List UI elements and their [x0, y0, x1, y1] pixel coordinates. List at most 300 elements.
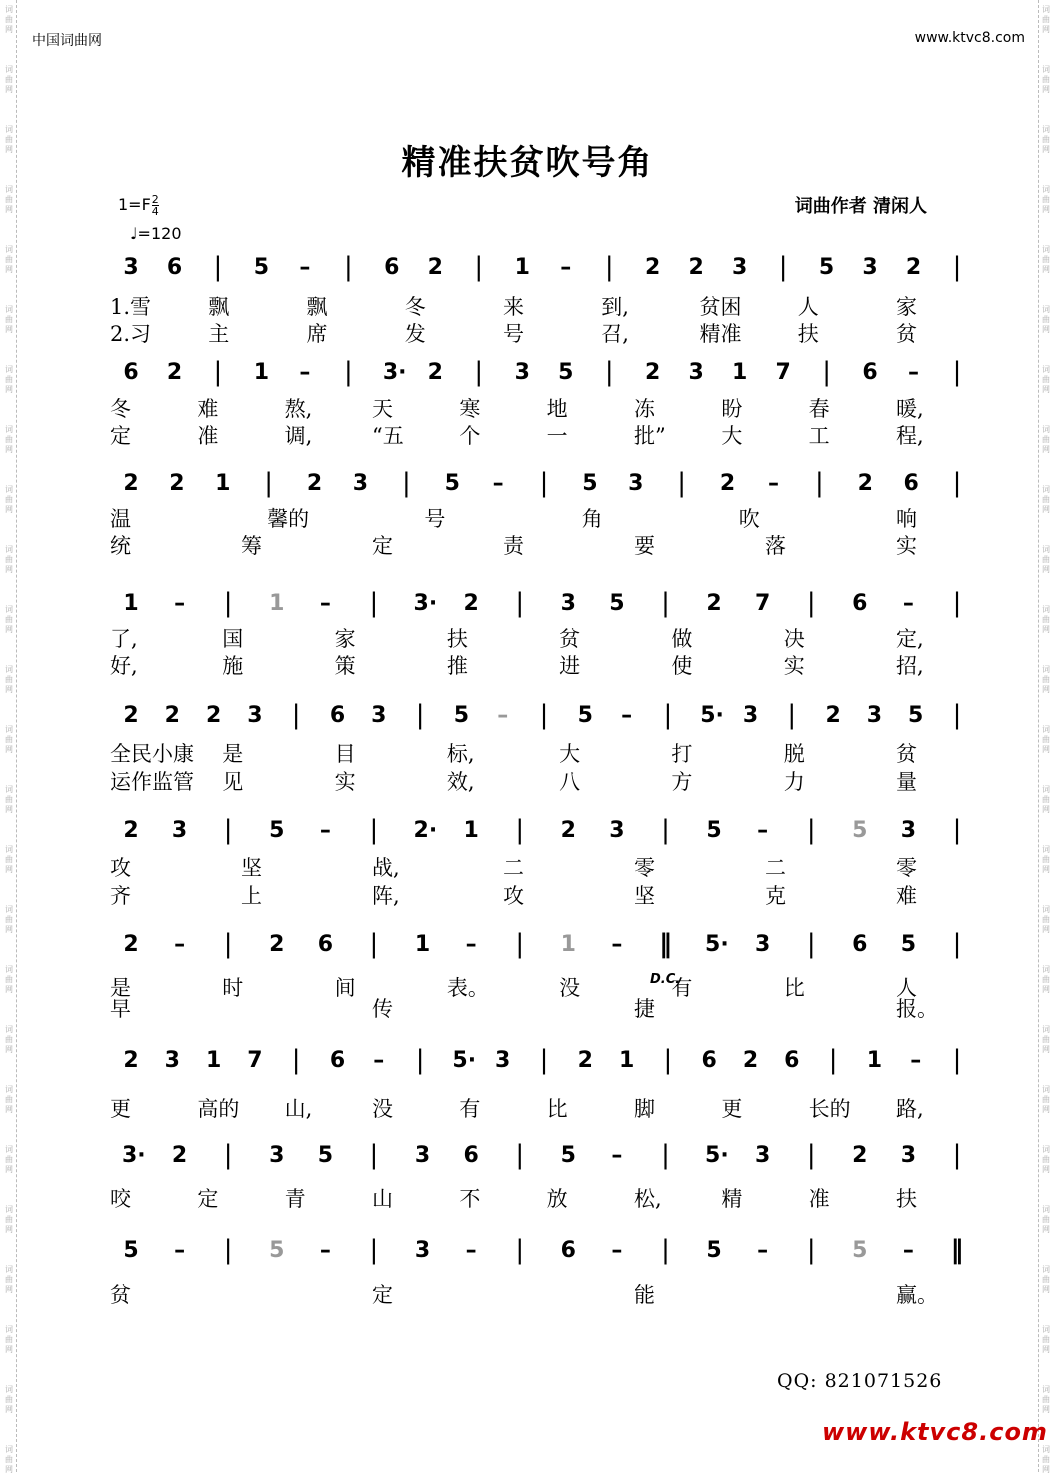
- watermark-char: 网: [1042, 1285, 1050, 1294]
- watermark-char: 网: [5, 385, 13, 394]
- score-note: 2: [123, 932, 139, 957]
- watermark-char: 网: [1042, 1345, 1050, 1354]
- score-note: 3: [269, 1143, 285, 1168]
- watermark-char: 词: [1042, 5, 1050, 14]
- barline: |: [661, 588, 670, 618]
- lyric-word: 实: [783, 654, 805, 678]
- barline: |: [515, 588, 525, 618]
- barline: |: [677, 468, 687, 498]
- lyric-word: 二: [503, 856, 524, 880]
- watermark-char: 网: [5, 1465, 13, 1474]
- score-note: 3: [164, 1048, 180, 1073]
- lyric-word: 捷: [634, 997, 655, 1021]
- lyric-word: 扶: [446, 627, 468, 651]
- lyric-word: 要: [634, 534, 655, 558]
- watermark-char: 曲: [1042, 315, 1050, 324]
- watermark-char: 曲: [5, 1215, 13, 1224]
- watermark-char: 词: [1042, 1325, 1050, 1334]
- watermark-char: 词: [1042, 785, 1050, 794]
- barline: |: [369, 1140, 379, 1170]
- score-note: 3: [171, 818, 188, 843]
- watermark-char: 网: [5, 325, 13, 334]
- watermark-char: 网: [1042, 805, 1050, 814]
- score-note: 2: [688, 255, 704, 280]
- barline: |: [604, 357, 614, 387]
- barline: |: [952, 252, 962, 282]
- lyric-word: 难: [197, 397, 219, 421]
- score-note: –: [465, 1238, 477, 1263]
- watermark-char: 曲: [5, 915, 13, 924]
- lyric-word: 有: [459, 1097, 481, 1121]
- score-note: 2: [560, 818, 576, 843]
- score-note: 5: [609, 591, 625, 616]
- score-note: 2: [166, 360, 183, 385]
- watermark-char: 曲: [1042, 555, 1050, 564]
- barline: |: [806, 1235, 816, 1265]
- barline: |: [952, 468, 962, 498]
- lyric-word: 推: [446, 654, 468, 678]
- watermark-char: 词: [5, 605, 13, 614]
- score-note: 6: [329, 1048, 346, 1073]
- barline: |: [369, 815, 379, 845]
- watermark-char: 曲: [5, 435, 13, 444]
- watermark-char: 词: [1042, 905, 1050, 914]
- watermark-char: 网: [1042, 505, 1050, 514]
- score-note: 2: [164, 703, 180, 728]
- lyric-word: 贫: [896, 322, 917, 346]
- watermark-char: 网: [5, 1045, 13, 1054]
- watermark-char: 词: [1042, 1025, 1050, 1034]
- barline: |: [223, 929, 233, 959]
- score-note: –: [373, 1048, 385, 1073]
- lyric-word: 时: [222, 976, 244, 1000]
- lyric-word: 实: [896, 534, 917, 558]
- watermark-char: 曲: [1042, 855, 1050, 864]
- watermark-char: 词: [5, 785, 13, 794]
- lyric-word: 有: [671, 976, 693, 1000]
- score-note: 6: [784, 1048, 800, 1073]
- barline: |: [539, 1045, 549, 1075]
- lyric-word: 策: [334, 654, 356, 678]
- watermark-char: 曲: [5, 795, 13, 804]
- watermark-char: 曲: [1042, 1035, 1050, 1044]
- lyric-word: 准: [197, 424, 219, 448]
- watermark-char: 曲: [5, 975, 13, 984]
- score-note: 3: [414, 1143, 431, 1168]
- score-note: 5: [706, 1238, 722, 1263]
- score-note: 3: [371, 703, 387, 728]
- watermark-char: 网: [5, 1165, 13, 1174]
- watermark-char: 曲: [5, 735, 13, 744]
- lyric-word: 温: [110, 507, 131, 531]
- barline: |: [223, 1235, 233, 1265]
- watermark-char: 网: [1042, 325, 1050, 334]
- author-credit: 词曲作者 清闲人: [794, 196, 927, 217]
- watermark-char: 网: [5, 265, 13, 274]
- watermark-char: 网: [1042, 25, 1050, 34]
- score-note: 3: [560, 591, 576, 616]
- lyric-word: 冻: [634, 397, 655, 421]
- lyric-word: 更: [110, 1097, 131, 1121]
- lyric-word: 来: [503, 295, 524, 319]
- watermark-char: 网: [1042, 205, 1050, 214]
- score-note: 3: [900, 818, 917, 843]
- score-note: –: [757, 1238, 769, 1263]
- score-note: –: [611, 932, 623, 957]
- watermark-char: 曲: [1042, 1155, 1050, 1164]
- lyric-word: 齐: [110, 884, 131, 908]
- score-note: 2: [306, 471, 323, 496]
- tempo-mark: [130, 224, 182, 243]
- score-note: 1: [205, 1048, 222, 1073]
- watermark-char: 词: [1042, 845, 1050, 854]
- quarter-note-icon: ♩: [130, 224, 138, 243]
- watermark-char: 曲: [5, 615, 13, 624]
- lyric-word: 了,: [110, 627, 138, 651]
- score-note: –: [908, 360, 920, 385]
- score-note: 5·: [705, 1143, 729, 1168]
- lyric-word: 1.雪: [110, 295, 152, 319]
- score-note: 6: [852, 932, 868, 957]
- score-note: 6: [862, 360, 878, 385]
- lyric-word: 传: [372, 997, 393, 1021]
- barline: |: [515, 1140, 525, 1170]
- watermark-char: 曲: [1042, 975, 1050, 984]
- score-note: –: [621, 703, 633, 728]
- lyric-word: 贫困: [699, 295, 742, 319]
- lyric-word: 贫: [559, 627, 581, 651]
- watermark-char: 曲: [1042, 195, 1050, 204]
- lyric-word: 冬: [110, 397, 131, 421]
- lyric-word: 响: [896, 507, 917, 531]
- score-note: 3: [414, 1238, 431, 1263]
- lyric-word: 脱: [783, 742, 805, 766]
- watermark-char: 网: [1042, 1405, 1050, 1414]
- score-note: 7: [754, 591, 771, 616]
- lyric-word: 责: [503, 534, 524, 558]
- watermark-char: 词: [5, 1085, 13, 1094]
- lyric-word: 量: [896, 770, 917, 794]
- lyric-word: 施: [222, 654, 244, 678]
- score-note: 5: [560, 1143, 576, 1168]
- site-url-right: www.ktvc8.com: [914, 30, 1025, 46]
- watermark-char: 词: [5, 1325, 13, 1334]
- barline: |: [291, 700, 301, 730]
- lyric-word: 国: [222, 627, 244, 651]
- barline: |: [264, 468, 274, 498]
- lyric-word: 发: [404, 322, 426, 346]
- watermark-char: 词: [5, 1145, 13, 1154]
- lyric-word: 暖,: [896, 397, 924, 421]
- score-note: –: [319, 1238, 331, 1263]
- lyric-word: 决: [783, 627, 805, 651]
- score-note: 2: [706, 591, 722, 616]
- score-note: 2: [123, 471, 139, 496]
- lyric-word: 零: [896, 856, 917, 880]
- lyric-word: 精: [721, 1187, 743, 1211]
- barline: |: [952, 1140, 962, 1170]
- lyric-word: “五: [372, 424, 404, 448]
- barline: |: [604, 252, 614, 282]
- barline: |: [369, 929, 379, 959]
- barline: |: [343, 252, 353, 282]
- watermark-char: 词: [5, 1025, 13, 1034]
- lyric-word: 好,: [110, 654, 138, 678]
- watermark-char: 网: [1042, 1045, 1050, 1054]
- lyric-word: 扶: [797, 322, 819, 346]
- barline: |: [661, 1140, 670, 1170]
- watermark-char: 词: [1042, 1385, 1050, 1394]
- lyric-word: 大: [559, 742, 581, 766]
- lyric-word: 家: [896, 295, 917, 319]
- time-signature: [152, 194, 159, 217]
- lyric-word: 号: [424, 507, 446, 531]
- score-note: 1: [414, 932, 431, 957]
- score-note: 2: [857, 471, 873, 496]
- watermark-char: 网: [5, 625, 13, 634]
- watermark-char: 网: [5, 805, 13, 814]
- score-note: 3: [862, 255, 878, 280]
- lyric-word: 定,: [896, 627, 924, 651]
- key-signature: [118, 194, 159, 217]
- watermark-char: 曲: [5, 135, 13, 144]
- lyric-word: 没: [372, 1097, 393, 1121]
- score-note: 2: [645, 360, 661, 385]
- lyric-word: 召,: [601, 322, 629, 346]
- watermark-char: 词: [1042, 1265, 1050, 1274]
- barline: |: [952, 588, 962, 618]
- lyric-word: 路,: [896, 1097, 924, 1121]
- barline: |: [952, 815, 962, 845]
- score-note: 5: [852, 1238, 868, 1263]
- barline: |: [369, 1235, 379, 1265]
- watermark-char: 网: [5, 925, 13, 934]
- score-note: 3: [495, 1048, 511, 1073]
- lyric-word: 飘: [208, 295, 230, 319]
- watermark-char: 网: [5, 1105, 13, 1114]
- score-note: –: [611, 1238, 623, 1263]
- lyric-word: 是: [222, 742, 244, 766]
- lyric-word: 吹: [738, 507, 760, 531]
- score-note: 6: [560, 1238, 576, 1263]
- watermark-char: 曲: [1042, 1275, 1050, 1284]
- barline: |: [539, 468, 549, 498]
- lyric-word: 山,: [284, 1097, 313, 1121]
- score-note: 5: [577, 703, 593, 728]
- watermark-char: 网: [5, 505, 13, 514]
- watermark-char: 词: [5, 725, 13, 734]
- lyric-word: 目: [334, 742, 356, 766]
- watermark-char: 网: [1042, 985, 1050, 994]
- lyric-word: 盼: [721, 397, 743, 421]
- lyric-word: 使: [671, 654, 693, 678]
- watermark-char: 曲: [5, 495, 13, 504]
- barline: |: [515, 1235, 525, 1265]
- watermark-char: 词: [1042, 185, 1050, 194]
- lyric-word: 二: [765, 856, 786, 880]
- lyric-word: 2.习: [110, 322, 152, 346]
- lyric-word: 贫: [896, 742, 917, 766]
- barline: |: [806, 815, 816, 845]
- lyric-word: 表。: [446, 976, 489, 1000]
- score-note: 3: [352, 471, 369, 496]
- time-sig-top: 2: [151, 193, 159, 206]
- lyric-word: 运作监管: [110, 770, 194, 794]
- watermark-char: 词: [5, 845, 13, 854]
- watermark-char: 词: [1042, 305, 1050, 314]
- score-note: 5: [453, 703, 470, 728]
- barline: |: [663, 1045, 673, 1075]
- score-note: 6: [852, 591, 868, 616]
- barline: |: [661, 815, 670, 845]
- lyric-word: 人: [896, 976, 917, 1000]
- lyric-word: 山: [372, 1187, 393, 1211]
- lyric-word: 实: [334, 770, 356, 794]
- watermark-char: 词: [5, 965, 13, 974]
- score-note: 5: [852, 818, 868, 843]
- lyric-word: 飘: [306, 295, 328, 319]
- watermark-char: 词: [1042, 1145, 1050, 1154]
- watermark-char: 网: [5, 745, 13, 754]
- score-note: 3: [900, 1143, 917, 1168]
- lyric-word: 进: [559, 654, 581, 678]
- lyric-word: 放: [546, 1187, 568, 1211]
- watermark-char: 网: [5, 985, 13, 994]
- score-note: 2: [123, 1048, 139, 1073]
- barline: |: [661, 1235, 670, 1265]
- lyric-word: 上: [241, 884, 262, 908]
- watermark-char: 曲: [1042, 1095, 1050, 1104]
- score-note: 5: [317, 1143, 333, 1168]
- score-note: –: [174, 1238, 186, 1263]
- score-note: 7: [775, 360, 791, 385]
- lyric-word: 号: [503, 322, 524, 346]
- score-note: –: [611, 1143, 623, 1168]
- score-note: 2: [742, 1048, 759, 1073]
- watermark-char: 网: [5, 1285, 13, 1294]
- barline: |: [539, 700, 549, 730]
- watermark-char: 曲: [1042, 255, 1050, 264]
- watermark-char: 词: [1042, 1205, 1050, 1214]
- barline: |: [952, 357, 962, 387]
- watermark-char: 网: [1042, 865, 1050, 874]
- lyric-word: 筹: [241, 534, 262, 558]
- score-note: 1: [123, 591, 139, 616]
- score-note: 1: [560, 932, 576, 957]
- lyric-word: 贫: [110, 1283, 131, 1307]
- barline: |: [213, 357, 223, 387]
- lyric-word: 精准: [699, 322, 742, 346]
- score-note: 5: [908, 703, 924, 728]
- score-note: 5·: [452, 1048, 477, 1073]
- score-note: 3·: [122, 1143, 146, 1168]
- score-note: 6: [166, 255, 183, 280]
- lyric-word: 高的: [197, 1097, 240, 1121]
- score-note: –: [902, 591, 914, 616]
- lyric-word: 个: [459, 424, 481, 448]
- lyric-word: 定: [372, 1283, 393, 1307]
- watermark-char: 曲: [1042, 1335, 1050, 1344]
- watermark-char: 词: [5, 905, 13, 914]
- lyric-word: 青: [284, 1187, 306, 1211]
- score-note: 6: [463, 1143, 479, 1168]
- watermark-char: 词: [5, 185, 13, 194]
- watermark-char: 词: [1042, 725, 1050, 734]
- watermark-char: 词: [1042, 65, 1050, 74]
- lyric-word: 定: [197, 1187, 219, 1211]
- watermark-char: 网: [5, 1225, 13, 1234]
- lyric-word: 标,: [446, 742, 475, 766]
- score-note: 5: [818, 255, 835, 280]
- watermark-char: 曲: [5, 675, 13, 684]
- lyric-word: 方: [671, 770, 693, 794]
- watermark-char: 词: [5, 1265, 13, 1274]
- score-note: 1: [618, 1048, 635, 1073]
- watermark-char: 曲: [5, 255, 13, 264]
- watermark-char: 曲: [1042, 615, 1050, 624]
- watermark-char: 曲: [5, 75, 13, 84]
- lyric-word: 更: [721, 1097, 743, 1121]
- watermark-char: 曲: [5, 1275, 13, 1284]
- lyric-word: 工: [808, 424, 830, 448]
- watermark-char: 曲: [5, 1395, 13, 1404]
- score-note: 5: [900, 932, 917, 957]
- watermark-char: 网: [1042, 1465, 1050, 1474]
- site-logo: www.ktvc8.com: [822, 1418, 1048, 1446]
- score-note: –: [902, 1238, 914, 1263]
- watermark-char: 曲: [1042, 1395, 1050, 1404]
- watermark-char: 网: [1042, 685, 1050, 694]
- score-note: 3: [514, 360, 530, 385]
- lyric-word: 比: [783, 976, 805, 1000]
- watermark-char: 曲: [1042, 1455, 1050, 1464]
- score-note: –: [174, 932, 186, 957]
- watermark-char: 曲: [5, 195, 13, 204]
- score-note: 3: [123, 255, 139, 280]
- watermark-char: 曲: [5, 1155, 13, 1164]
- watermark-char: 网: [5, 1405, 13, 1414]
- watermark-char: 曲: [5, 1095, 13, 1104]
- watermark-char: 词: [1042, 965, 1050, 974]
- barline: |: [515, 815, 525, 845]
- watermark-char: 网: [1042, 1225, 1050, 1234]
- watermark-char: 词: [1042, 605, 1050, 614]
- score-note: 5: [269, 818, 285, 843]
- watermark-char: 曲: [5, 15, 13, 24]
- score-note: –: [299, 360, 311, 385]
- barline: |: [213, 252, 223, 282]
- watermark-char: 曲: [1042, 75, 1050, 84]
- barline: |: [787, 700, 797, 730]
- barline: |: [778, 252, 788, 282]
- time-sig-bottom: 4: [151, 205, 159, 218]
- barline: |: [223, 815, 233, 845]
- watermark-char: 网: [1042, 565, 1050, 574]
- watermark-char: 词: [5, 1445, 13, 1454]
- watermark-char: 网: [5, 145, 13, 154]
- score-note: 2: [577, 1048, 593, 1073]
- score-note: 2: [463, 591, 479, 616]
- score-note: 3: [731, 255, 748, 280]
- barline: |: [369, 588, 379, 618]
- score-note: –: [465, 932, 477, 957]
- score-note: 2: [123, 818, 139, 843]
- watermark-char: 词: [1042, 125, 1050, 134]
- watermark-char: 词: [5, 485, 13, 494]
- watermark-char: 词: [5, 425, 13, 434]
- watermark-char: 网: [5, 85, 13, 94]
- score-note: 2: [719, 471, 736, 496]
